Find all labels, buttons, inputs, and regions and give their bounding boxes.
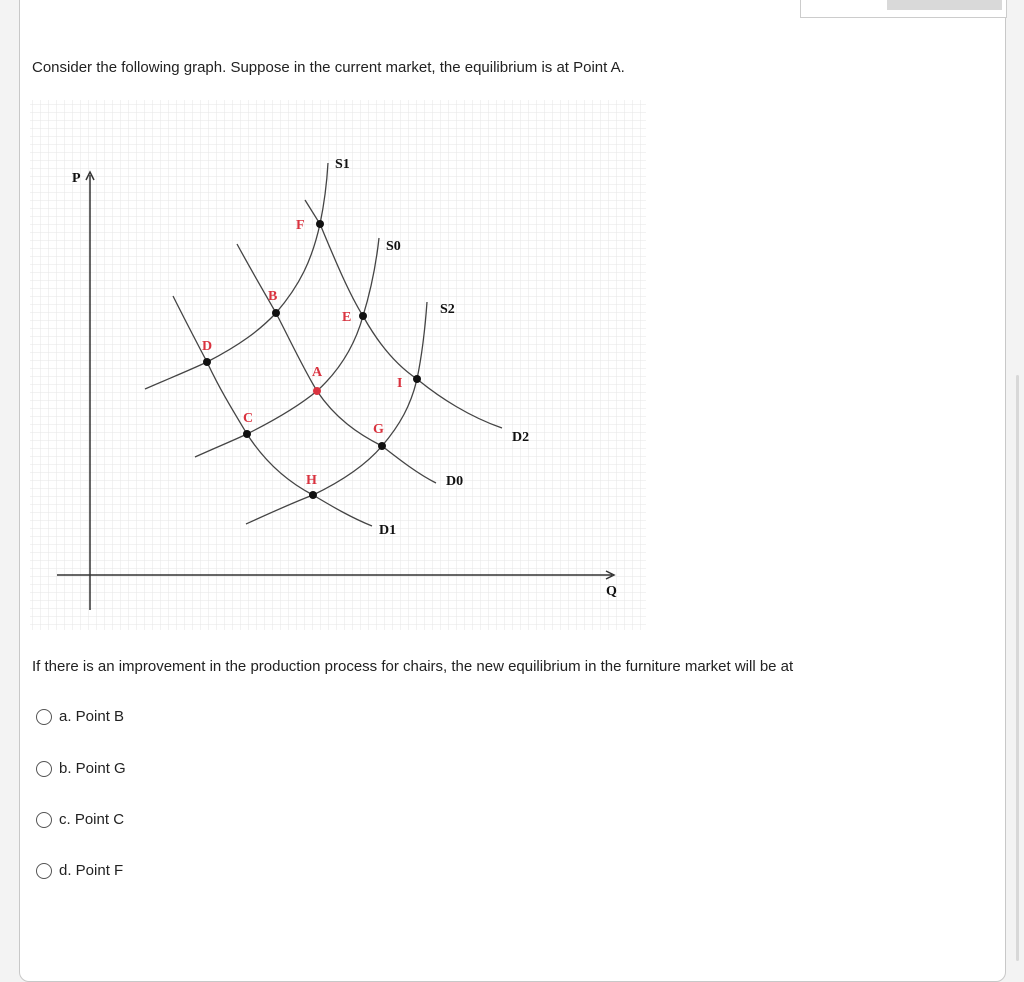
label-b: B (268, 289, 278, 304)
label-h: H (306, 473, 317, 488)
supply-demand-graph (30, 100, 646, 630)
option-c[interactable] (36, 811, 124, 828)
option-a-label: a. Point B (59, 708, 125, 725)
point-g (378, 442, 386, 450)
option-d[interactable] (36, 862, 123, 879)
label-d0: D0 (446, 474, 464, 489)
question-intro: Consider the following graph. Suppose in the current market, the equilibrium is at Point A. (32, 59, 625, 76)
point-h (309, 491, 317, 499)
point-a (313, 387, 321, 395)
point-i (413, 375, 421, 383)
label-p-axis: P (72, 171, 81, 186)
point-c (243, 430, 251, 438)
option-b-label: b. Point G (59, 760, 126, 777)
label-q-axis: Q (606, 584, 617, 599)
label-d: D (202, 339, 213, 354)
label-g: G (373, 422, 384, 437)
label-i: I (397, 376, 403, 391)
option-a[interactable] (36, 708, 124, 725)
label-d2: D2 (512, 430, 530, 445)
label-d1: D1 (379, 523, 397, 538)
option-b[interactable] (36, 760, 126, 777)
radio-d[interactable] (36, 863, 52, 879)
label-f: F (296, 218, 305, 233)
option-c-label: c. Point C (59, 811, 125, 828)
radio-a[interactable] (36, 709, 52, 725)
label-c: C (243, 411, 254, 426)
label-e: E (342, 310, 352, 325)
label-a: A (312, 365, 323, 380)
scrollbar[interactable] (1016, 375, 1019, 961)
option-d-label: d. Point F (59, 862, 124, 879)
radio-c[interactable] (36, 812, 52, 828)
radio-b[interactable] (36, 761, 52, 777)
top-button[interactable] (887, 0, 1002, 10)
grid-background (30, 100, 646, 630)
point-d (203, 358, 211, 366)
point-e (359, 312, 367, 320)
point-b (272, 309, 280, 317)
point-f (316, 220, 324, 228)
label-s2: S2 (440, 302, 455, 317)
label-s0: S0 (386, 239, 401, 254)
label-s1: S1 (335, 157, 350, 172)
question-prompt: If there is an improvement in the production process for chairs, the new equilibrium in the furniture market will be at (32, 658, 794, 675)
